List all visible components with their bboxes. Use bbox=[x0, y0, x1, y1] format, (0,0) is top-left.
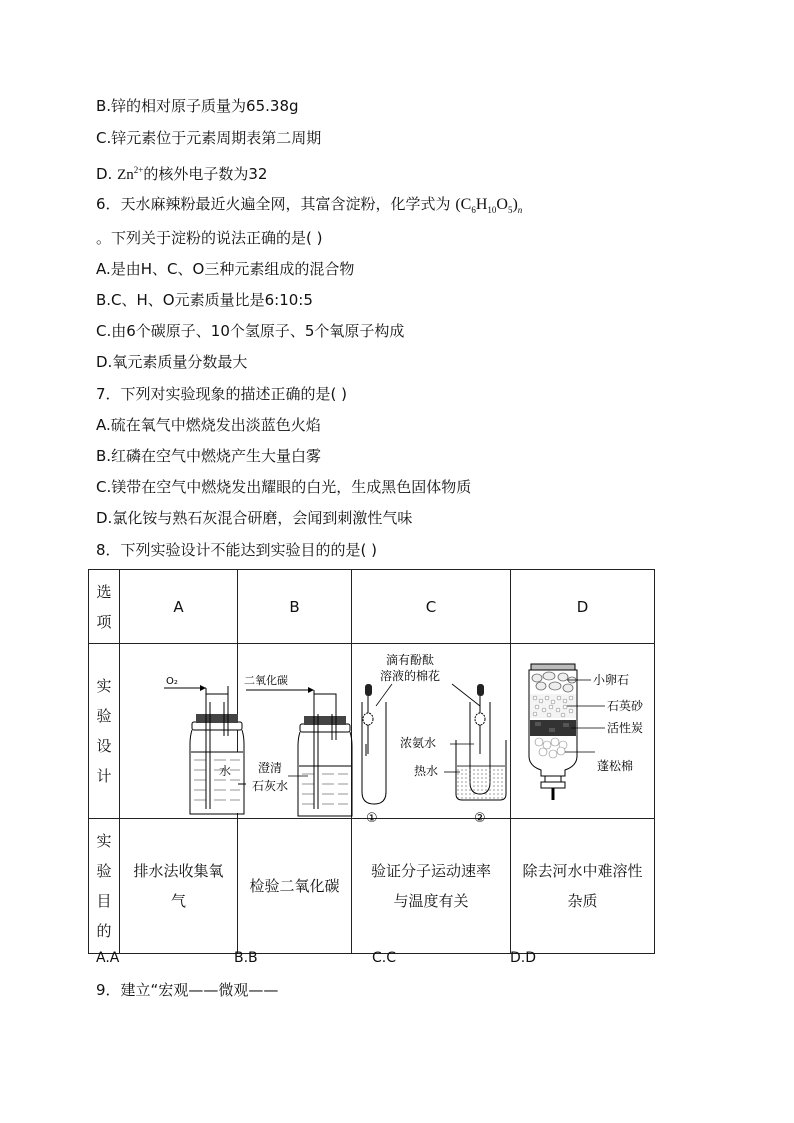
label-ammonia: 浓氨水 bbox=[400, 736, 437, 750]
diagram-d-cell bbox=[511, 644, 655, 819]
q8-answer-b: B.B bbox=[234, 950, 258, 966]
zn-ion: Zn bbox=[117, 167, 134, 183]
header-col-b: B bbox=[238, 570, 352, 644]
q7-option-c: C.镁带在空气中燃烧发出耀眼的白光，生成黑色固体物质 bbox=[96, 478, 472, 496]
q6-option-d: D.氧元素质量分数最大 bbox=[96, 353, 248, 371]
tube2-stopper bbox=[477, 684, 484, 696]
diagram-d-water-purifier bbox=[511, 644, 654, 814]
q8-answer-d: D.D bbox=[510, 950, 537, 966]
label-limewater-1: 澄清 bbox=[258, 761, 283, 775]
purpose-label-cell: 实验目的 bbox=[89, 819, 120, 954]
q9-stem: 9．建立“宏观——微观—— bbox=[96, 981, 279, 999]
diagram-a-gas-bottle bbox=[120, 644, 237, 814]
header-label-cell: 选项 bbox=[89, 570, 120, 644]
label-tube-2: ② bbox=[474, 811, 486, 826]
q5-option-b: B.锌的相对原子质量为65.38g bbox=[96, 97, 299, 115]
header-col-a: A bbox=[120, 570, 238, 644]
label-hot-water: 热水 bbox=[414, 764, 439, 778]
table-header-row bbox=[89, 570, 655, 644]
tube1-stopper bbox=[365, 684, 372, 696]
q6-stem-cont: 。下列关于淀粉的说法正确的是( ) bbox=[96, 229, 323, 247]
label-limewater-2: 石灰水 bbox=[252, 779, 289, 793]
q5-option-c: C.锌元素位于元素周期表第二周期 bbox=[96, 129, 322, 147]
q7-option-b: B.红磷在空气中燃烧产生大量白雾 bbox=[96, 447, 322, 465]
design-label-cell: 实验设计 bbox=[89, 644, 120, 819]
label-water: 水 bbox=[219, 764, 232, 778]
q8-answer-c: C.C bbox=[372, 950, 397, 966]
q6-option-c: C.由6个碳原子、10个氢原子、5个氧原子构成 bbox=[96, 322, 405, 340]
label-sand: 石英砂 bbox=[607, 699, 644, 713]
bottle-a-water bbox=[191, 752, 243, 813]
q7-option-d: D.氯化铵与熟石灰混合研磨，会闻到刺激性气味 bbox=[96, 509, 413, 527]
starch-formula: $(C_6H_{10}O_5)_n$ bbox=[455, 196, 523, 216]
q8-answer-options bbox=[0, 950, 794, 972]
diagram-a-cell bbox=[120, 644, 238, 819]
label-tube-1: ① bbox=[366, 811, 378, 826]
q8-stem: 8．下列实验设计不能达到实验目的的是( ) bbox=[96, 541, 378, 559]
design-row bbox=[89, 644, 655, 819]
diagram-b-gas-bottle bbox=[238, 644, 351, 814]
purpose-a: 排水法收集氧 气 bbox=[120, 819, 238, 954]
q5-option-d: D. $Zn^{2+}$的核外电子数为32 bbox=[96, 165, 268, 183]
q8-options-table bbox=[88, 569, 655, 954]
label-pebble: 小卵石 bbox=[593, 673, 630, 687]
label-cotton-1: 滴有酚酞 bbox=[386, 653, 435, 667]
q6-option-b: B.C、H、O元素质量比是6:10:5 bbox=[96, 291, 313, 309]
diagram-c-test-tubes bbox=[352, 644, 510, 826]
diagram-b-cell bbox=[238, 644, 352, 819]
q6-option-a: A.是由H、C、O三种元素组成的混合物 bbox=[96, 260, 355, 278]
q6-stem: 6．天水麻辣粉最近火遍全网，其富含淀粉，化学式为 $(C_6H_{10}O_5)_n$ bbox=[96, 195, 523, 216]
q7-option-a: A.硫在氧气中燃烧发出淡蓝色火焰 bbox=[96, 416, 321, 434]
purpose-row bbox=[89, 819, 655, 954]
q8-answer-a: A.A bbox=[96, 950, 120, 966]
label-co2: 二氧化碳 bbox=[244, 674, 288, 687]
purpose-b: 检验二氧化碳 bbox=[238, 819, 352, 954]
purpose-d: 除去河水中难溶性 杂质 bbox=[511, 819, 655, 954]
label-cotton: 蓬松棉 bbox=[597, 759, 634, 773]
label-carbon: 活性炭 bbox=[607, 721, 644, 735]
diagram-c-cell bbox=[352, 644, 511, 826]
header-col-d: D bbox=[511, 570, 655, 644]
purpose-c: 验证分子运动速率 与温度有关 bbox=[352, 819, 511, 954]
q7-stem: 7．下列对实验现象的描述正确的是( ) bbox=[96, 385, 348, 403]
label-cotton-2: 溶液的棉花 bbox=[380, 669, 441, 683]
label-o2: O₂ bbox=[166, 676, 178, 687]
header-col-c: C bbox=[352, 570, 511, 644]
